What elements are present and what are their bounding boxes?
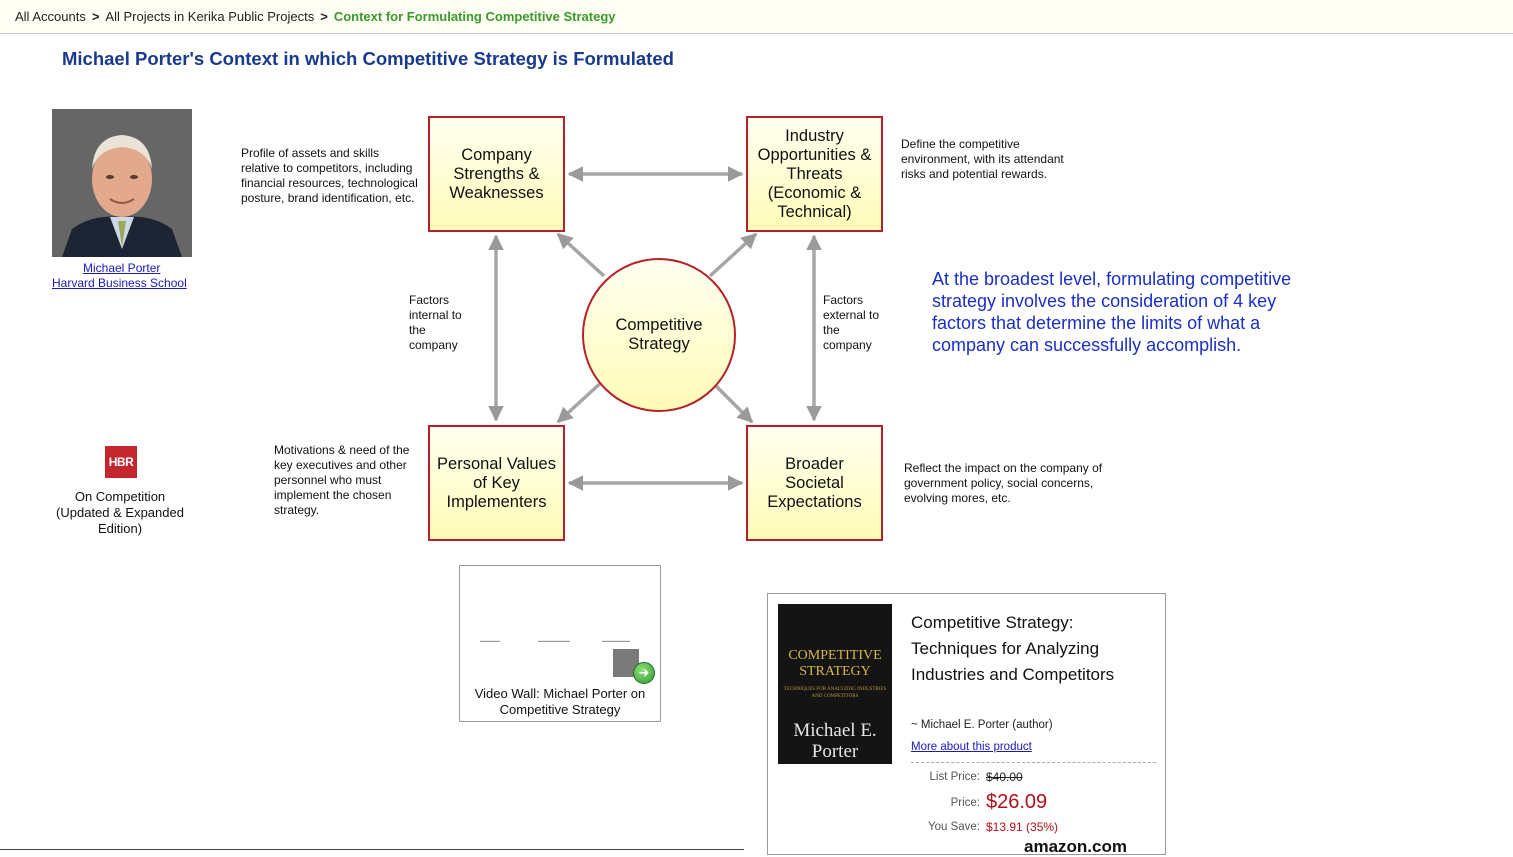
you-save-label: You Save:	[927, 821, 980, 833]
label-internal-factors: Factors internal to the company	[409, 293, 462, 352]
label-external-factors: Factors external to the company	[823, 293, 880, 352]
michael-porter-link[interactable]: Michael Porter	[83, 261, 161, 275]
book-cover-author: Michael E. Porter	[793, 720, 877, 762]
amazon-logo[interactable]: amazon.com	[1024, 837, 1127, 856]
box-personal-values[interactable]	[428, 425, 565, 541]
breadcrumb-all-accounts[interactable]: All Accounts	[15, 9, 86, 24]
divider	[911, 762, 1156, 763]
more-about-product-link[interactable]: More about this product	[911, 741, 1032, 753]
hbr-logo-text: HBR	[108, 455, 134, 469]
note-opportunities: Define the competitive environment, with its attendant risks and potential rewards.	[901, 137, 1064, 181]
breadcrumb-current: Context for Formulating Competitive Strategy	[333, 9, 616, 24]
product-title[interactable]: Competitive Strategy: Techniques for Analyzing Industries and Competitors	[911, 613, 1115, 684]
hbr-logo[interactable]	[105, 446, 137, 478]
hbr-book-title[interactable]: On Competition (Updated & Expanded Edition)	[56, 489, 184, 536]
box-societal-expectations-label: Broader Societal Expectations	[767, 454, 862, 511]
note-strengths: Profile of assets and skills relative to competitors, including financial resources, technological posture, brand identification, etc.	[241, 146, 418, 205]
box-strengths-weaknesses-label: Company Strengths & Weaknesses	[449, 145, 544, 202]
list-price-label: List Price:	[929, 771, 980, 783]
book-cover-title: COMPETITIVE STRATEGY	[788, 648, 882, 679]
box-opportunities-threats-label: Industry Opportunities & Threats (Economic & Technical)	[757, 126, 872, 221]
price-label: Price:	[950, 797, 980, 809]
circle-competitive-strategy-label: Competitive Strategy	[615, 316, 703, 353]
thumb-placeholder: ▬▬▬▬▬	[480, 638, 500, 643]
product-author: ~ Michael E. Porter (author)	[911, 719, 1053, 731]
video-wall-title: Video Wall: Michael Porter on Competitive Strategy	[474, 686, 646, 717]
box-opportunities-threats[interactable]	[746, 116, 883, 232]
book-cover-subtitle: TECHNIQUES FOR ANALYZING INDUSTRIES AND COMPETITORS	[783, 687, 887, 699]
arrow-right-icon[interactable]: ➜	[633, 662, 655, 684]
page-title: Michael Porter's Context in which Competitive Strategy is Formulated	[62, 48, 674, 69]
bottom-divider	[0, 849, 744, 850]
breadcrumb-all-projects[interactable]: All Projects in Kerika Public Projects	[105, 9, 315, 24]
amazon-product-card	[767, 593, 1166, 855]
harvard-business-school-link[interactable]: Harvard Business School	[52, 276, 187, 290]
note-personal-values: Motivations & need of the key executives and other personnel who must implement the chosen strategy.	[274, 443, 410, 517]
box-strengths-weaknesses[interactable]	[428, 116, 565, 232]
box-societal-expectations[interactable]	[746, 425, 883, 541]
breadcrumb-separator: >	[320, 9, 328, 24]
breadcrumb-separator: >	[91, 9, 100, 24]
you-save: $13.91 (35%)	[986, 820, 1059, 834]
list-price: $40.00	[986, 770, 1023, 784]
thumb-placeholder: ▬▬▬▬▬▬▬▬	[538, 638, 570, 643]
price: $26.09	[986, 791, 1048, 813]
summary-note: At the broadest level, formulating competitive strategy involves the consideration of 4 key factors that determine the limits of what a company can successfully accomplish.	[932, 269, 1292, 355]
note-societal: Reflect the impact on the company of government policy, social concerns, evolving mores, etc.	[904, 461, 1103, 505]
book-cover[interactable]	[778, 604, 892, 764]
video-wall-card[interactable]	[459, 565, 661, 722]
circle-competitive-strategy[interactable]	[582, 258, 736, 412]
box-personal-values-label: Personal Values of Key Implementers	[437, 454, 556, 511]
thumb-placeholder: ▬▬▬▬▬▬▬	[602, 638, 630, 643]
